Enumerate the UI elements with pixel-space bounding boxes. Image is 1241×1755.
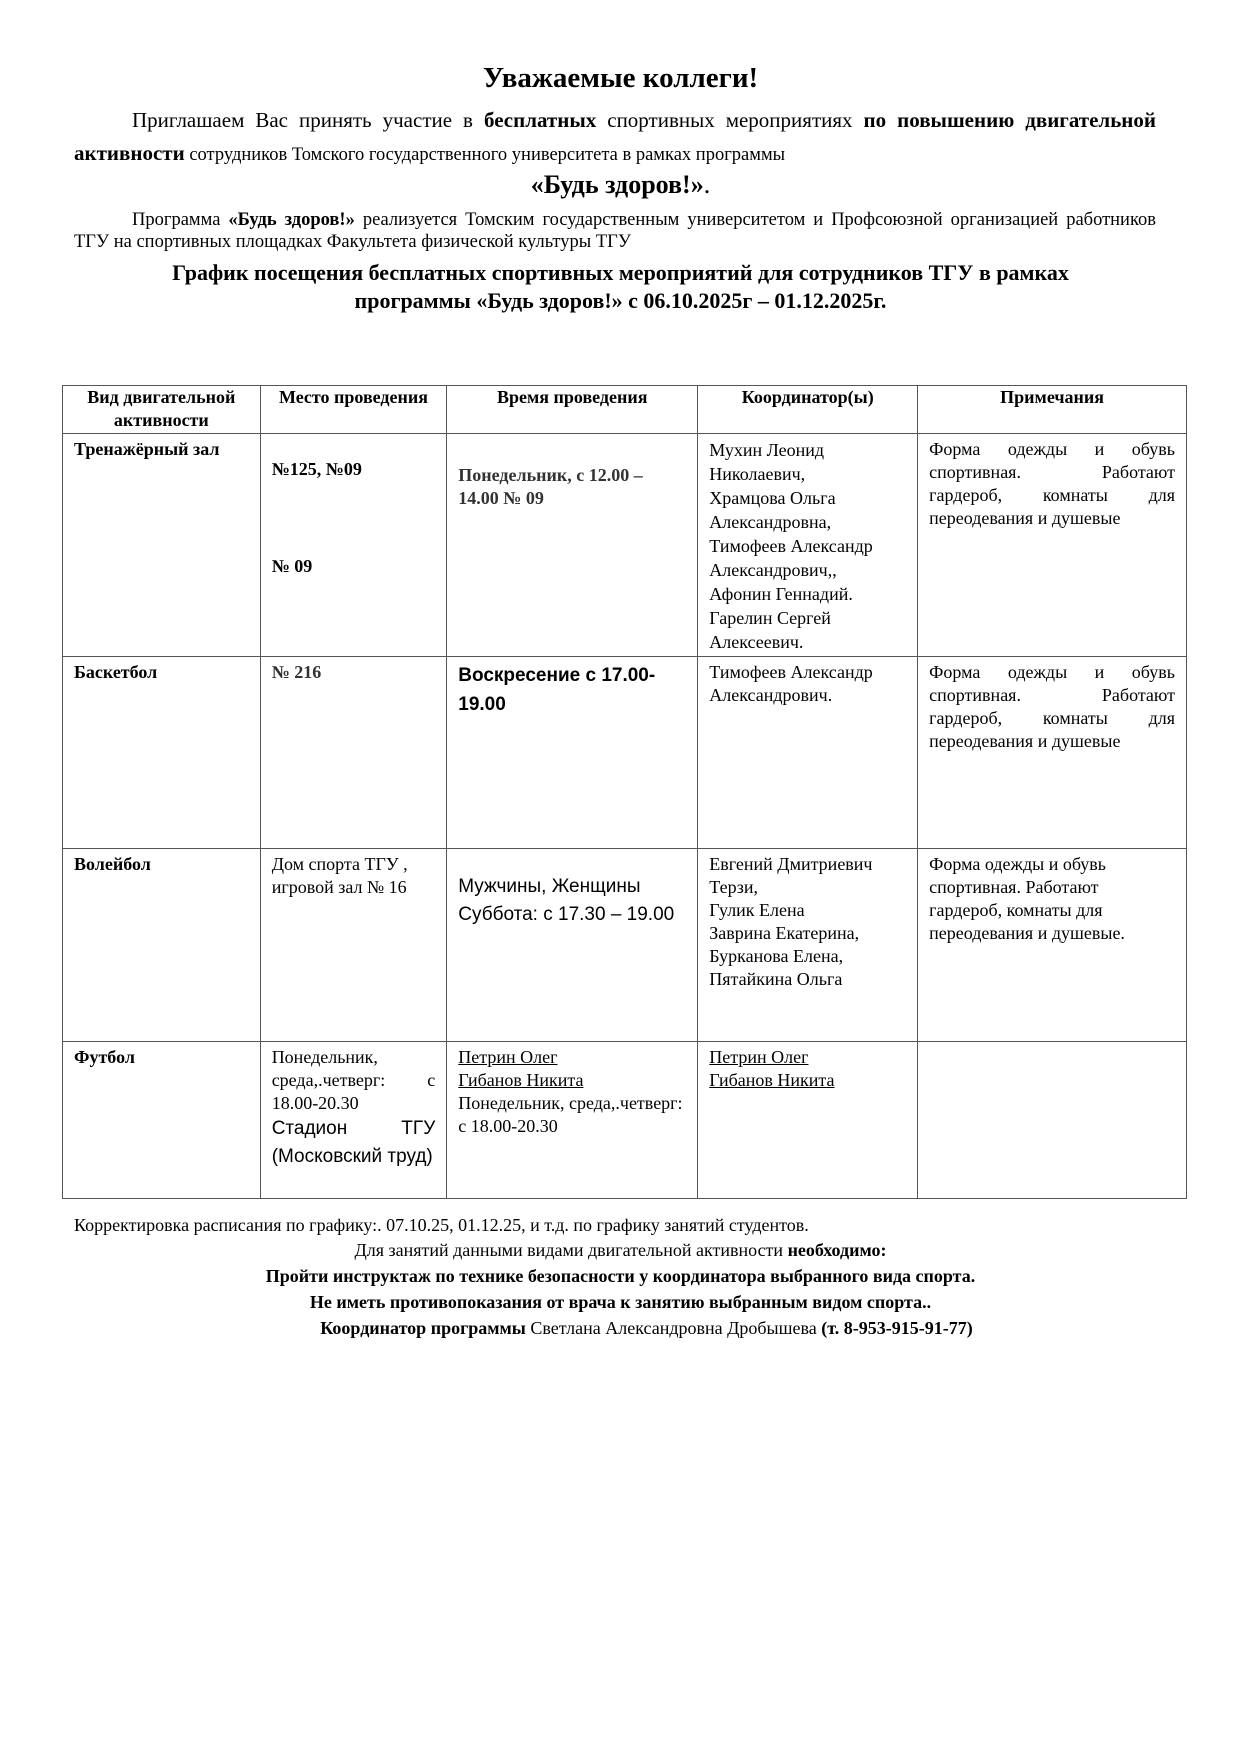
program-description — [74, 209, 1156, 253]
program-desc-text-1: Программа — [132, 210, 229, 230]
coordinator-name: Афонин Геннадий. — [709, 584, 853, 604]
cell-notes: Форма одежды и обувь спортивная. Работают гардероб, комнаты для переодевания и душевые — [918, 434, 1187, 657]
cell-time-text: Понедельник, с 12.00 – 14.00 № 09 — [458, 465, 643, 508]
program-name — [0, 170, 1241, 200]
intro-text-1: Приглашаем Вас принять участие в — [132, 108, 484, 132]
program-desc-text-2: реализуется Томским государственным университетом и Профсоюзной организацией работников ТГУ на спортивных площадках Факультета физической культуры ТГУ — [74, 210, 1156, 252]
program-coordinator-line — [26, 1318, 1241, 1339]
cell-coordinators — [698, 1042, 918, 1199]
cell-coordinators — [698, 849, 918, 1042]
cell-activity: Баскетбол — [63, 657, 261, 849]
intro-text-2: спортивных мероприятиях — [596, 108, 864, 132]
cell-time: Воскресение с 17.00-19.00 — [447, 657, 698, 849]
coordinator-phone: (т. 8-953-915-91-77) — [821, 1318, 973, 1338]
cell-notes: Форма одежды и обувь спортивная. Работают гардероб, комнаты для переодевания и душевые. — [918, 849, 1187, 1042]
cell-notes: Форма одежды и обувь спортивная. Работают гардероб, комнаты для переодевания и душевые — [918, 657, 1187, 849]
contact-link[interactable]: Петрин Олег — [458, 1047, 558, 1067]
table-row-football — [63, 1042, 1187, 1199]
requirement-text: Для занятий данными видами двигательной активности — [354, 1240, 788, 1260]
table-row-volleyball — [63, 849, 1187, 1042]
cell-coordinators — [698, 434, 918, 657]
instruction-line: Пройти инструктаж по технике безопасности у координатора выбранного вида спорта. — [265, 1266, 976, 1286]
contact-link[interactable]: Гибанов Никита — [709, 1070, 835, 1090]
table-row-gym — [63, 434, 1187, 657]
header-time: Время проведения — [447, 386, 698, 434]
header-activity: Вид двигательной активности — [63, 386, 261, 434]
cell-place-line-1: №125, №09 — [271, 459, 362, 479]
cell-time-schedule: Понедельник, среда,.четверг: с 18.00-20.30 — [458, 1093, 683, 1136]
cell-activity: Футбол — [63, 1042, 261, 1199]
coordinator-label: Координатор программы — [320, 1318, 526, 1338]
header-place: Место проведения — [260, 386, 447, 434]
cell-place-line-1: Понедельник, среда,.четверг: с 18.00-20.30 — [271, 1047, 436, 1113]
cell-time-line-2: Суббота: с 17.30 – 19.00 — [458, 904, 675, 925]
table-header-row — [63, 386, 1187, 434]
contact-link[interactable]: Гибанов Никита — [458, 1070, 584, 1090]
cell-time — [447, 434, 698, 657]
cell-time-line-1: Мужчины, Женщины — [458, 876, 641, 897]
header-notes: Примечания — [918, 386, 1187, 434]
coordinator-name: Мухин Леонид Николаевич, — [709, 440, 825, 484]
cell-place — [260, 434, 447, 657]
coordinator-name: Светлана Александровна Дробышева — [525, 1318, 822, 1338]
schedule-title — [60, 259, 1181, 315]
requirement-bold: необходимо: — [787, 1240, 887, 1260]
table-row-basketball — [63, 657, 1187, 849]
intro-bold-activity: по повышению двигательной активности — [74, 108, 1157, 165]
intro-text-3: сотрудников Томского государственного университета в рамках программы — [184, 145, 786, 165]
coordinator-name: Гарелин Сергей Алексеевич. — [709, 608, 831, 652]
coordinator-name: Евгений Дмитриевич Терзи, — [709, 854, 873, 897]
page-title: Уважаемые коллеги! — [482, 62, 759, 94]
coordinator-name: Храмцова Ольга Александровна, — [709, 488, 836, 532]
program-name-dot: . — [703, 170, 711, 199]
cell-place: № 216 — [260, 657, 447, 849]
requirement-line — [0, 1240, 1241, 1261]
intro-bold-free: бесплатных — [483, 108, 597, 132]
program-name-text: «Будь здоров!» — [530, 170, 704, 199]
cell-time — [447, 849, 698, 1042]
schedule-table — [62, 385, 1187, 1199]
cell-place: Дом спорта ТГУ , игровой зал № 16 — [260, 849, 447, 1042]
cell-activity: Тренажёрный зал — [63, 434, 261, 657]
cell-coordinators: Тимофеев Александр Александрович. — [698, 657, 918, 849]
contact-link[interactable]: Петрин Олег — [709, 1047, 809, 1067]
coordinator-name: Заврина Екатерина, — [709, 923, 860, 943]
coordinator-name: Тимофеев Александр Александрович,, — [709, 536, 873, 580]
cell-notes — [918, 1042, 1187, 1199]
schedule-correction: Корректировка расписания по графику:. 07.10.25, 01.12.25, и т.д. по графику занятий студентов. — [74, 1215, 809, 1235]
cell-place-line-2: Стадион ТГУ (Московский труд) — [271, 1118, 436, 1167]
schedule-title-line-2: программы «Будь здоров!» с 06.10.2025г – 01.12.2025г. — [354, 288, 887, 313]
coordinator-name: Пятайкина Ольга — [709, 969, 843, 989]
cell-place — [260, 1042, 447, 1199]
intro-paragraph — [74, 104, 1156, 172]
coordinator-name: Гулик Елена — [709, 900, 805, 920]
program-desc-bold: «Будь здоров!» — [228, 210, 355, 230]
header-coordinators: Координатор(ы) — [698, 386, 918, 434]
cell-time — [447, 1042, 698, 1199]
contraindication-line: Не иметь противопоказания от врача к занятию выбранным видом спорта.. — [309, 1292, 932, 1312]
cell-activity: Волейбол — [63, 849, 261, 1042]
cell-place-line-2: № 09 — [271, 556, 313, 576]
schedule-title-line-1: График посещения бесплатных спортивных мероприятий для сотрудников ТГУ в рамках — [172, 260, 1069, 285]
coordinator-name: Бурканова Елена, — [709, 946, 844, 966]
